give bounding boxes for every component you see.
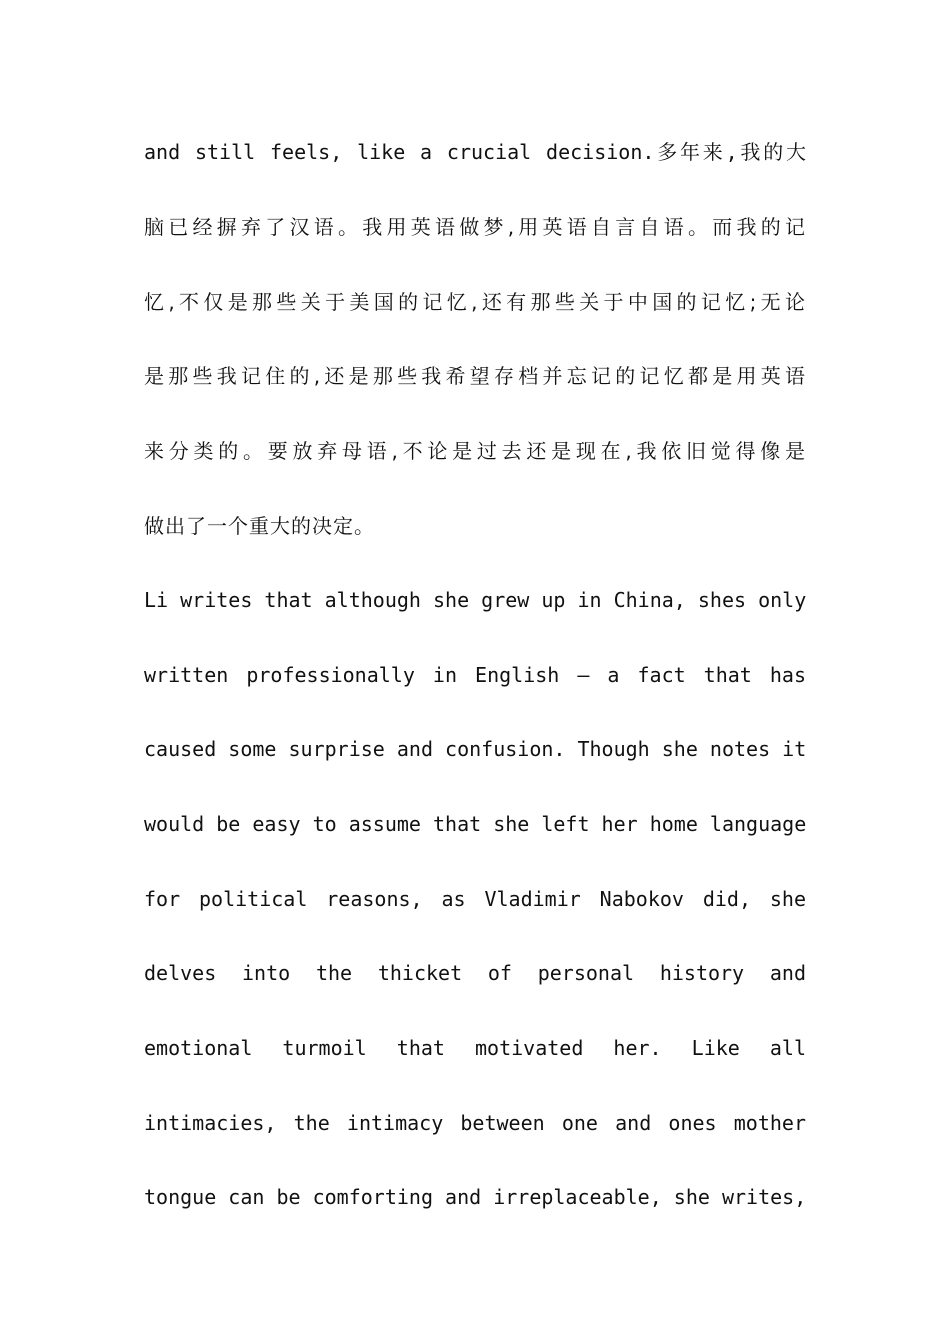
paragraph-2-line-7: emotional turmoil that motivated her. Like all — [144, 1036, 806, 1060]
paragraph-2-line-9: tongue can be comforting and irreplaceable, she writes, — [144, 1185, 806, 1209]
paragraph-1-line-4: 是那些我记住的,还是那些我希望存档并忘记的记忆都是用英语 — [144, 364, 806, 388]
paragraph-1-line-3: 忆,不仅是那些关于美国的记忆,还有那些关于中国的记忆;无论 — [144, 290, 806, 314]
paragraph-2-line-8: intimacies, the intimacy between one and ones mother — [144, 1111, 806, 1135]
paragraph-2-line-1: Li writes that although she grew up in China, shes only — [144, 588, 806, 612]
paragraph-2-line-2: written professionally in English — a fact that has — [144, 663, 806, 687]
paragraph-1-line-2: 脑已经摒弃了汉语。我用英语做梦,用英语自言自语。而我的记 — [144, 215, 806, 239]
paragraph-1-line-1: and still feels, like a crucial decision.多年来,我的大 — [144, 140, 806, 164]
paragraph-2-line-4: would be easy to assume that she left her home language — [144, 812, 806, 836]
paragraph-2-line-6: delves into the thicket of personal history and — [144, 961, 806, 985]
paragraph-1-line-6: 做出了一个重大的决定。 — [144, 514, 375, 538]
paragraph-2-line-5: for political reasons, as Vladimir Nabokov did, she — [144, 887, 806, 911]
paragraph-2-line-3: caused some surprise and confusion. Though she notes it — [144, 737, 806, 761]
paragraph-1-line-5: 来分类的。要放弃母语,不论是过去还是现在,我依旧觉得像是 — [144, 439, 806, 463]
